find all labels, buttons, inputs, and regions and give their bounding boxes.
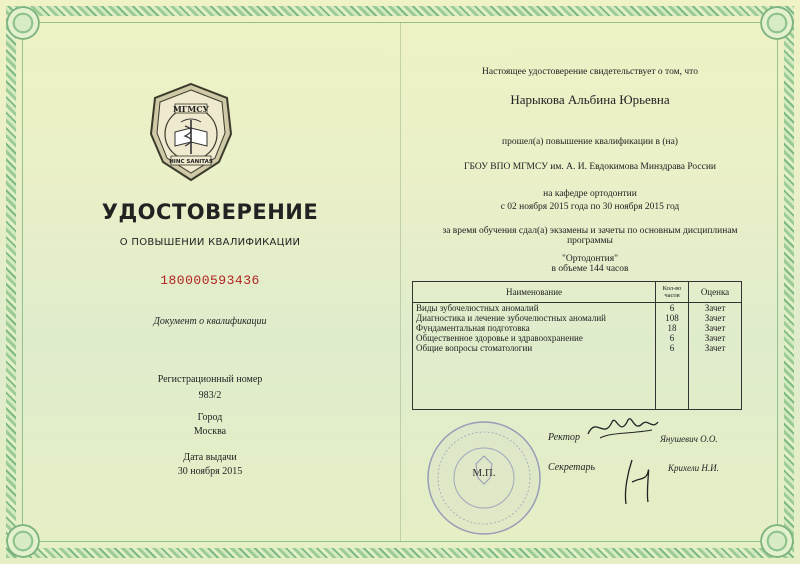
- row-grade: Зачет: [689, 303, 742, 314]
- program-volume: в объеме 144 часов: [551, 264, 629, 274]
- table-row: [413, 313, 742, 323]
- row-hours: 108: [656, 313, 689, 323]
- table-row: [413, 323, 742, 333]
- row-discipline: Фундаментальная подготовка: [413, 323, 656, 333]
- city-value: Москва: [193, 426, 227, 437]
- intro-text: Настоящее удостоверение свидетельствует о том, что: [482, 67, 698, 77]
- certificate-number: 180000593436: [160, 273, 260, 288]
- row-grade: Зачет: [689, 333, 742, 343]
- issue-date-value: 30 ноября 2015: [177, 466, 243, 477]
- col-header-name: Наименование: [413, 282, 656, 303]
- stamp-mp-text: М.П.: [472, 467, 496, 479]
- row-hours: 6: [656, 343, 689, 353]
- department-text: на кафедре ортодонтии: [543, 189, 637, 199]
- city-label: Город: [197, 412, 223, 423]
- row-discipline: Общие вопросы стоматологии: [413, 343, 656, 353]
- emblem-text-top: МГМСУ: [172, 104, 210, 114]
- table-row: [413, 333, 742, 343]
- row-hours: 18: [656, 323, 689, 333]
- row-hours: 6: [656, 303, 689, 314]
- exams-text-line2: программы: [567, 236, 613, 246]
- period-text: с 02 ноября 2015 года по 30 ноября 2015 год: [500, 202, 680, 212]
- institution-text: ГБОУ ВПО МГМСУ им. А. И. Евдокимова Минздрава России: [463, 162, 716, 172]
- row-grade: Зачет: [689, 343, 742, 353]
- secretary-name: Крихели Н.И.: [668, 463, 719, 473]
- holder-name: Нарыкова Альбина Юрьевна: [510, 92, 670, 107]
- registration-value: 983/2: [198, 390, 222, 401]
- passed-text: прошел(а) повышение квалификации в (на): [502, 137, 678, 147]
- secretary-label: Секретарь: [548, 462, 596, 473]
- official-stamp-icon: [424, 418, 544, 538]
- issue-date-label: Дата выдачи: [183, 452, 237, 463]
- secretary-signature-icon: [612, 452, 662, 508]
- table-header-row: [413, 282, 742, 303]
- rector-name: Янушевич О.О.: [660, 434, 718, 444]
- row-grade: Зачет: [689, 313, 742, 323]
- university-emblem-icon: [145, 82, 237, 182]
- row-discipline: Общественное здоровье и здравоохранение: [413, 333, 656, 343]
- emblem-text-bottom: HINC SANITAS: [169, 159, 213, 165]
- exams-text-line1: за время обучения сдал(а) экзамены и зачеты по основным дисциплинам: [442, 226, 738, 236]
- disciplines-table: [412, 281, 742, 410]
- certificate-title: УДОСТОВЕРЕНИЕ: [101, 200, 319, 224]
- rector-signature-icon: [582, 410, 662, 446]
- row-grade: Зачет: [689, 323, 742, 333]
- certificate-subtitle: О ПОВЫШЕНИИ КВАЛИФИКАЦИИ: [119, 237, 301, 248]
- col-header-hours: Кол-во часов: [656, 282, 689, 303]
- table-empty-space: [413, 353, 742, 410]
- registration-label: Регистрационный номер: [157, 374, 263, 385]
- table-row: [413, 303, 742, 314]
- table-row: [413, 343, 742, 353]
- col-header-grade: Оценка: [689, 282, 742, 303]
- row-discipline: Виды зубочелюстных аномалий: [413, 303, 656, 314]
- page-fold-divider: [400, 22, 401, 542]
- row-hours: 6: [656, 333, 689, 343]
- row-discipline: Диагностика и лечение зубочелюстных аномалий: [413, 313, 656, 323]
- program-name: "Ортодонтия": [561, 254, 619, 264]
- document-type-label: Документ о квалификации: [153, 316, 267, 327]
- rector-label: Ректор: [548, 432, 580, 443]
